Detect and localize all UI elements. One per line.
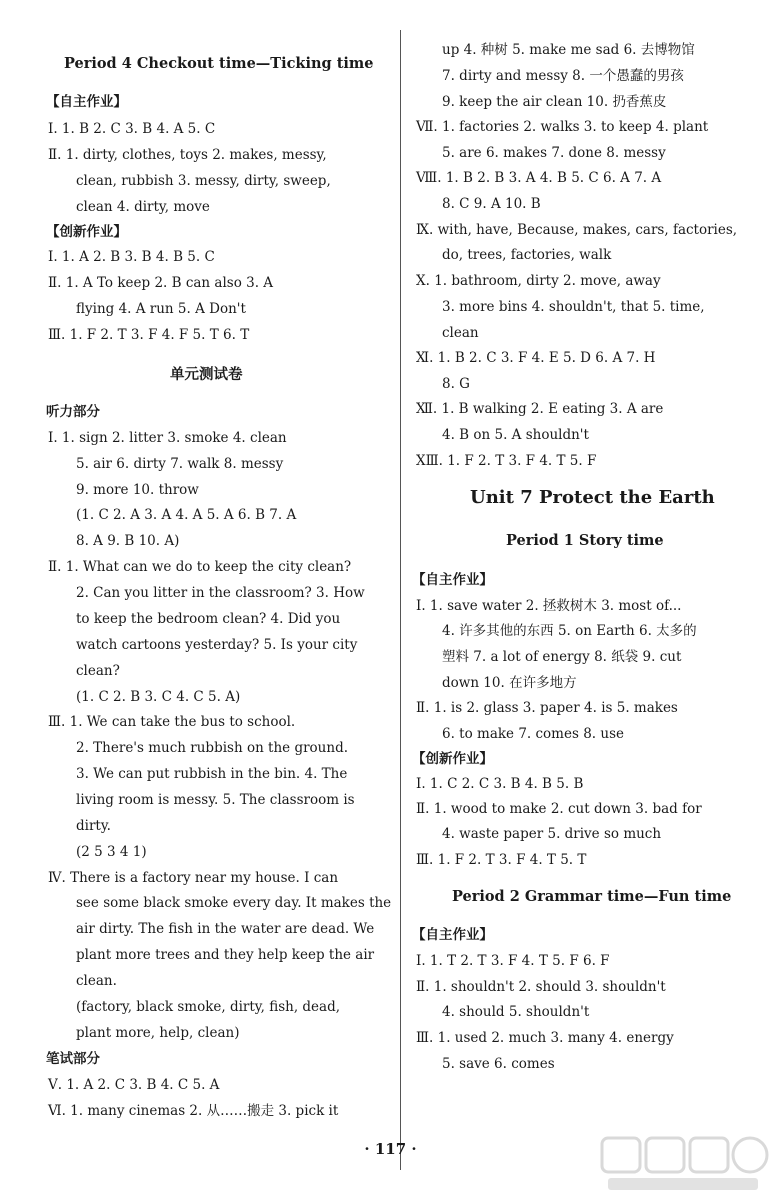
answer-line: dirty. (76, 818, 111, 834)
answer-line: Ⅱ. 1. A To keep 2. B can also 3. A (48, 275, 274, 291)
answer-line: up 4. 种树 5. make me sad 6. 去博物馆 (442, 42, 695, 58)
answer-line: Ⅶ. 1. factories 2. walks 3. to keep 4. plant (416, 119, 709, 135)
answer-line: 2. There's much rubbish on the ground. (76, 740, 348, 756)
unit-title: Unit 7 Protect the Earth (470, 487, 715, 508)
answer-line: Ⅸ. with, have, Because, makes, cars, factories, (416, 222, 738, 238)
answer-line: living room is messy. 5. The classroom is (76, 792, 355, 808)
unit-test-title: 单元测试卷 (170, 366, 243, 383)
answer-line: Ⅱ. 1. What can we do to keep the city clean? (48, 559, 352, 575)
answer-line: 5. air 6. dirty 7. walk 8. messy (76, 456, 284, 472)
answer-line: Ⅱ. 1. is 2. glass 3. paper 4. is 5. makes (416, 700, 678, 716)
period-2-title: Period 2 Grammar time—Fun time (452, 888, 732, 905)
answer-line: air dirty. The fish in the water are dead. We (76, 921, 375, 937)
answer-line: to keep the bedroom clean? 4. Did you (76, 611, 341, 627)
answer-line: 8. G (442, 376, 470, 392)
answer-line: watch cartoons yesterday? 5. Is your city (76, 637, 358, 653)
answer-line: 塑料 7. a lot of energy 8. 纸袋 9. cut (442, 649, 682, 665)
answer-line: 6. to make 7. comes 8. use (442, 726, 624, 742)
answer-line: Ⅻ. 1. B walking 2. E eating 3. A are (416, 401, 664, 417)
answer-line: flying 4. A run 5. A Don't (76, 301, 246, 317)
answer-line: clean 4. dirty, move (76, 199, 210, 215)
answer-line: clean? (76, 663, 120, 679)
answer-line: (1. C 2. B 3. C 4. C 5. A) (76, 689, 241, 705)
answer-line: 4. B on 5. A shouldn't (442, 427, 589, 443)
answer-line: plant more trees and they help keep the air (76, 947, 375, 963)
section-listening: 听力部分 (46, 404, 100, 420)
answer-line: 8. A 9. B 10. A) (76, 533, 180, 549)
period-1-title: Period 1 Story time (506, 532, 664, 549)
answer-line: 9. keep the air clean 10. 扔香蕉皮 (442, 94, 667, 110)
answer-line: plant more, help, clean) (76, 1025, 240, 1041)
answer-line: Ⅲ. 1. We can take the bus to school. (48, 714, 296, 730)
section-self-homework: 【自主作业】 (46, 94, 127, 110)
section-self-homework: 【自主作业】 (412, 927, 493, 943)
answer-line: clean (442, 325, 479, 341)
answer-line: Ⅰ. 1. A 2. B 3. B 4. B 5. C (48, 249, 215, 265)
answer-line: clean, rubbish 3. messy, dirty, sweep, (76, 173, 331, 189)
answer-line: see some black smoke every day. It makes the (76, 895, 392, 911)
answer-line: (1. C 2. A 3. A 4. A 5. A 6. B 7. A (76, 507, 297, 523)
section-innovation-homework: 【创新作业】 (46, 224, 127, 240)
answer-line: Ⅵ. 1. many cinemas 2. 从……搬走 3. pick it (48, 1103, 339, 1119)
answer-line: 4. waste paper 5. drive so much (442, 826, 662, 842)
answer-line: ⅩⅢ. 1. F 2. T 3. F 4. T 5. F (416, 453, 597, 469)
period-4-title: Period 4 Checkout time—Ticking time (64, 55, 374, 72)
answer-line: clean. (76, 973, 117, 989)
watermark-logo-icon (598, 1132, 773, 1194)
section-written: 笔试部分 (46, 1051, 100, 1067)
answer-line: Ⅲ. 1. F 2. T 3. F 4. T 5. T (416, 852, 587, 868)
answer-line: Ⅱ. 1. shouldn't 2. should 3. shouldn't (416, 979, 666, 995)
page-number: · 117 · (364, 1140, 417, 1158)
answer-line: 4. 许多其他的东西 5. on Earth 6. 太多的 (442, 623, 697, 639)
answer-line: (factory, black smoke, dirty, fish, dead, (76, 999, 341, 1015)
answer-line: 8. C 9. A 10. B (442, 196, 541, 212)
answer-line: 4. should 5. shouldn't (442, 1004, 590, 1020)
answer-line: (2 5 3 4 1) (76, 844, 147, 860)
answer-line: Ⅳ. There is a factory near my house. I can (48, 870, 339, 886)
answer-line: Ⅰ. 1. C 2. C 3. B 4. B 5. B (416, 776, 584, 792)
answer-line: do, trees, factories, walk (442, 247, 612, 263)
answer-line: Ⅺ. 1. B 2. C 3. F 4. E 5. D 6. A 7. H (416, 350, 656, 366)
column-divider (400, 30, 401, 1170)
answer-line: Ⅷ. 1. B 2. B 3. A 4. B 5. C 6. A 7. A (416, 170, 662, 186)
answer-line: Ⅱ. 1. dirty, clothes, toys 2. makes, messy, (48, 147, 327, 163)
answer-line: Ⅲ. 1. F 2. T 3. F 4. F 5. T 6. T (48, 327, 250, 343)
answer-line: Ⅰ. 1. B 2. C 3. B 4. A 5. C (48, 121, 216, 137)
answer-line: 7. dirty and messy 8. 一个愚蠢的男孩 (442, 68, 684, 84)
answer-line: 3. more bins 4. shouldn't, that 5. time, (442, 299, 705, 315)
answer-line: down 10. 在许多地方 (442, 675, 577, 691)
section-innovation-homework: 【创新作业】 (412, 751, 493, 767)
answer-line: 5. are 6. makes 7. done 8. messy (442, 145, 666, 161)
answer-line: Ⅰ. 1. sign 2. litter 3. smoke 4. clean (48, 430, 287, 446)
answer-line: 3. We can put rubbish in the bin. 4. The (76, 766, 348, 782)
answer-line: Ⅹ. 1. bathroom, dirty 2. move, away (416, 273, 661, 289)
answer-line: 2. Can you litter in the classroom? 3. How (76, 585, 365, 601)
answer-line: 5. save 6. comes (442, 1056, 555, 1072)
answer-line: Ⅰ. 1. save water 2. 拯救树木 3. most of... (416, 598, 682, 614)
answer-line: Ⅱ. 1. wood to make 2. cut down 3. bad for (416, 801, 702, 817)
answer-line: Ⅴ. 1. A 2. C 3. B 4. C 5. A (48, 1077, 220, 1093)
answer-line: Ⅰ. 1. T 2. T 3. F 4. T 5. F 6. F (416, 953, 610, 969)
answer-line: 9. more 10. throw (76, 482, 199, 498)
answer-line: Ⅲ. 1. used 2. much 3. many 4. energy (416, 1030, 674, 1046)
section-self-homework: 【自主作业】 (412, 572, 493, 588)
